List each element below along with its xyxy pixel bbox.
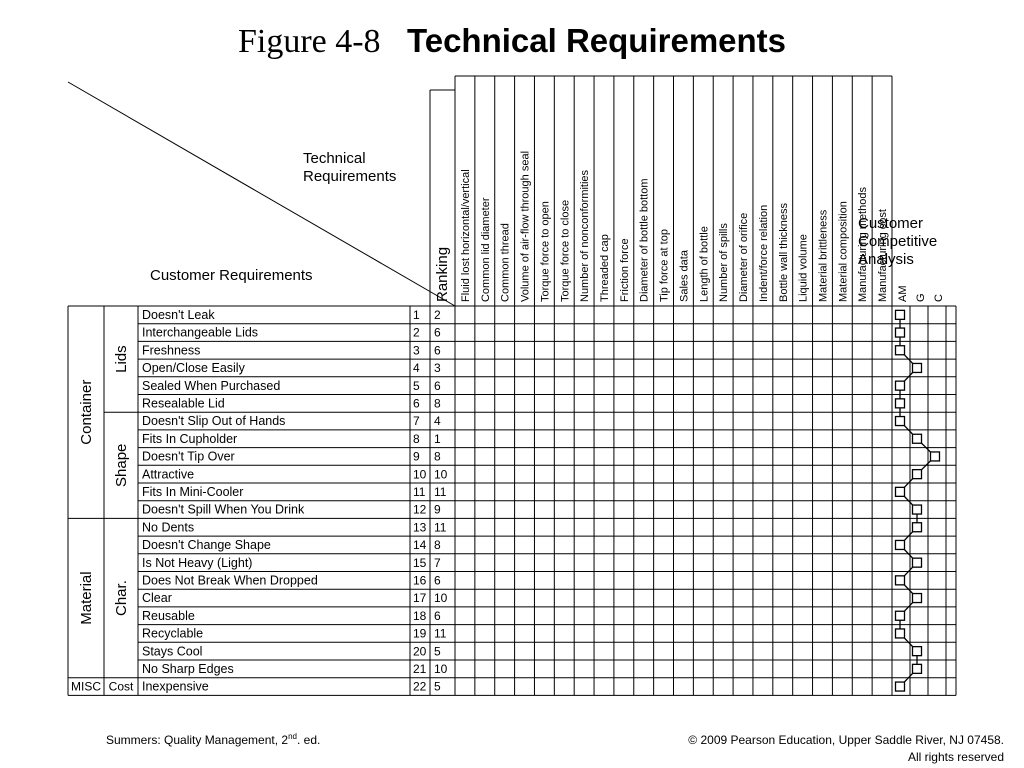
footer-citation	[106, 732, 320, 747]
customer-requirement-label: Stays Cool	[142, 644, 203, 659]
tech-requirement-label: Threaded cap	[598, 234, 611, 302]
requirement-number: 4	[413, 361, 420, 376]
ranking-value: 10	[434, 467, 448, 482]
tech-requirement-label: Tip force at top	[658, 229, 671, 302]
customer-requirements-heading: Customer Requirements	[150, 267, 313, 284]
competitor-code-label: AM	[897, 285, 909, 302]
ranking-value: 8	[434, 538, 441, 553]
requirement-number: 5	[413, 378, 420, 393]
tech-requirement-label: Number of spills	[718, 223, 731, 302]
customer-requirement-label: Interchangeable Lids	[142, 325, 259, 340]
tech-requirement-label: Manufacturing methods	[857, 187, 870, 302]
competitive-rating-marker	[896, 611, 905, 620]
tech-requirement-label: Material composition	[837, 201, 850, 302]
tech-requirement-label: Friction force	[618, 238, 631, 302]
competitive-rating-marker	[913, 594, 922, 603]
requirement-number: 6	[413, 396, 420, 411]
tech-requirement-label: Bottle wall thickness	[777, 202, 790, 302]
ranking-value: 6	[434, 608, 441, 623]
competitive-rating-marker	[913, 647, 922, 656]
competitive-rating-marker	[896, 487, 905, 496]
requirement-number: 1	[413, 308, 420, 322]
requirement-number: 10	[413, 467, 427, 482]
competitive-analysis-heading: Analysis	[858, 251, 914, 268]
customer-requirement-label: Inexpensive	[142, 679, 209, 694]
technical-requirements-heading: Requirements	[303, 168, 397, 185]
requirement-number: 18	[413, 608, 427, 623]
competitive-rating-marker	[913, 523, 922, 532]
competitive-rating-marker	[896, 629, 905, 638]
requirement-number: 3	[413, 343, 420, 358]
figure-main-title: Technical Requirements	[407, 22, 787, 59]
requirement-number: 2	[413, 325, 420, 340]
footer-citation-end: . ed.	[296, 733, 321, 747]
competitive-rating-marker	[896, 346, 905, 355]
requirement-number: 17	[413, 591, 427, 606]
requirement-number: 19	[413, 626, 427, 641]
subgroup-label: Lids	[113, 345, 130, 373]
tech-requirement-label: Diameter of bottle bottom	[638, 178, 651, 302]
customer-requirement-label: Doesn't Leak	[142, 308, 215, 322]
ranking-value: 8	[434, 396, 441, 411]
ranking-value: 5	[434, 644, 441, 659]
ranking-value: 11	[434, 520, 447, 535]
requirement-number: 13	[413, 520, 427, 535]
customer-requirement-label: Attractive	[142, 467, 195, 482]
footer-citation-text: Summers: Quality Management, 2	[106, 733, 289, 747]
competitor-code-label: C	[933, 294, 945, 302]
ranking-value: 6	[434, 343, 441, 358]
ranking-value: 11	[434, 485, 447, 499]
competitive-rating-marker	[913, 505, 922, 514]
customer-requirement-label: Clear	[142, 591, 172, 606]
competitive-rating-marker	[896, 328, 905, 337]
footer-copyright-line1: © 2009 Pearson Education, Upper Saddle River, NJ 07458.	[688, 733, 1004, 747]
customer-requirement-label: Doesn't Tip Over	[142, 449, 235, 464]
ranking-heading: Ranking	[434, 246, 451, 302]
requirement-number: 14	[413, 538, 427, 553]
tech-requirement-label: Volume of air-flow through seal	[519, 150, 532, 302]
footer-copyright-line2: All rights reserved	[907, 750, 1004, 764]
figure-label: Figure 4-8	[237, 23, 381, 60]
tech-requirement-label: Common thread	[499, 223, 512, 302]
tech-requirement-label: Number of nonconformities	[579, 169, 592, 302]
tech-requirement-label: Sales data	[678, 250, 691, 302]
requirement-number: 7	[413, 414, 420, 429]
requirement-number: 11	[413, 485, 426, 499]
ranking-value: 6	[434, 378, 441, 393]
customer-requirement-label: Reusable	[142, 608, 195, 623]
footer-copyright	[688, 732, 1004, 766]
competitive-rating-marker	[913, 363, 922, 372]
group-label: Material	[78, 571, 95, 625]
tech-requirement-label: Indent/force relation	[757, 204, 770, 302]
customer-requirement-label: Doesn't Change Shape	[142, 538, 271, 553]
customer-requirement-label: Is Not Heavy (Light)	[142, 555, 253, 570]
tech-requirement-label: Manufacturing cost	[877, 209, 890, 302]
tech-requirement-label: Length of bottle	[698, 226, 711, 302]
ranking-value: 4	[434, 414, 441, 429]
competitive-rating-marker	[896, 399, 905, 408]
tech-requirement-label: Fluid lost horizontal/vertical	[459, 169, 472, 302]
technical-requirements-heading: Technical	[303, 150, 366, 167]
requirement-number: 8	[413, 431, 420, 446]
ranking-value: 5	[434, 679, 441, 694]
requirement-number: 21	[413, 662, 427, 676]
group-label: Container	[78, 379, 95, 445]
customer-requirement-label: Freshness	[142, 343, 201, 358]
footer-citation-superscript: nd	[288, 732, 297, 741]
subgroup-label: Shape	[113, 443, 130, 487]
ranking-value: 8	[434, 449, 441, 464]
competitive-rating-marker	[913, 434, 922, 443]
customer-requirement-label: No Sharp Edges	[142, 662, 234, 676]
customer-requirement-label: Open/Close Easily	[142, 361, 245, 376]
tech-requirement-label: Common lid diameter	[479, 197, 492, 302]
ranking-value: 6	[434, 573, 441, 588]
customer-requirement-label: Doesn't Slip Out of Hands	[142, 414, 286, 429]
competitive-rating-marker	[913, 470, 922, 479]
ranking-value: 6	[434, 325, 441, 340]
tech-requirement-label: Diameter of orifice	[738, 212, 751, 302]
competitive-analysis-heading: Competitive	[858, 233, 938, 250]
customer-requirement-label: Does Not Break When Dropped	[142, 573, 318, 588]
group-label: MISC	[71, 679, 101, 694]
customer-requirement-label: Fits In Mini-Cooler	[142, 485, 244, 499]
customer-requirement-label: Fits In Cupholder	[142, 431, 238, 446]
competitive-rating-marker	[896, 381, 905, 390]
customer-requirement-label: Doesn't Spill When You Drink	[142, 502, 305, 517]
competitive-rating-marker	[913, 664, 922, 673]
requirement-number: 16	[413, 573, 427, 588]
tech-requirement-label: Torque force to close	[559, 199, 572, 302]
customer-requirement-label: No Dents	[142, 520, 195, 535]
subgroup-label: Char.	[113, 580, 130, 616]
ranking-value: 3	[434, 361, 441, 376]
ranking-value: 2	[434, 308, 441, 322]
requirement-number: 12	[413, 502, 427, 517]
competitive-rating-marker	[896, 540, 905, 549]
tech-requirement-label: Liquid volume	[797, 234, 810, 302]
ranking-value: 10	[434, 662, 448, 676]
ranking-value: 10	[434, 591, 448, 606]
requirement-number: 22	[413, 679, 427, 694]
customer-requirement-label: Sealed When Purchased	[142, 378, 281, 393]
tech-requirement-label: Material brittleness	[817, 209, 830, 302]
tech-requirement-label: Torque force to open	[539, 201, 552, 302]
customer-requirement-label: Resealable Lid	[142, 396, 225, 411]
competitive-rating-marker	[913, 558, 922, 567]
subgroup-label: Cost	[108, 679, 134, 694]
ranking-value: 7	[434, 555, 441, 570]
ranking-value: 9	[434, 502, 441, 517]
competitive-rating-marker	[896, 310, 905, 319]
customer-requirement-label: Recyclable	[142, 626, 204, 641]
competitive-rating-marker	[896, 576, 905, 585]
competitor-code-label: G	[915, 293, 927, 302]
requirement-number: 20	[413, 644, 427, 659]
ranking-value: 1	[434, 431, 441, 446]
competitive-rating-marker	[896, 417, 905, 426]
competitive-analysis-heading: Customer	[858, 215, 924, 232]
ranking-value: 11	[434, 626, 447, 641]
requirement-number: 15	[413, 555, 427, 570]
competitive-rating-marker	[896, 682, 905, 691]
competitive-rating-marker	[931, 452, 940, 461]
requirement-number: 9	[413, 449, 420, 464]
